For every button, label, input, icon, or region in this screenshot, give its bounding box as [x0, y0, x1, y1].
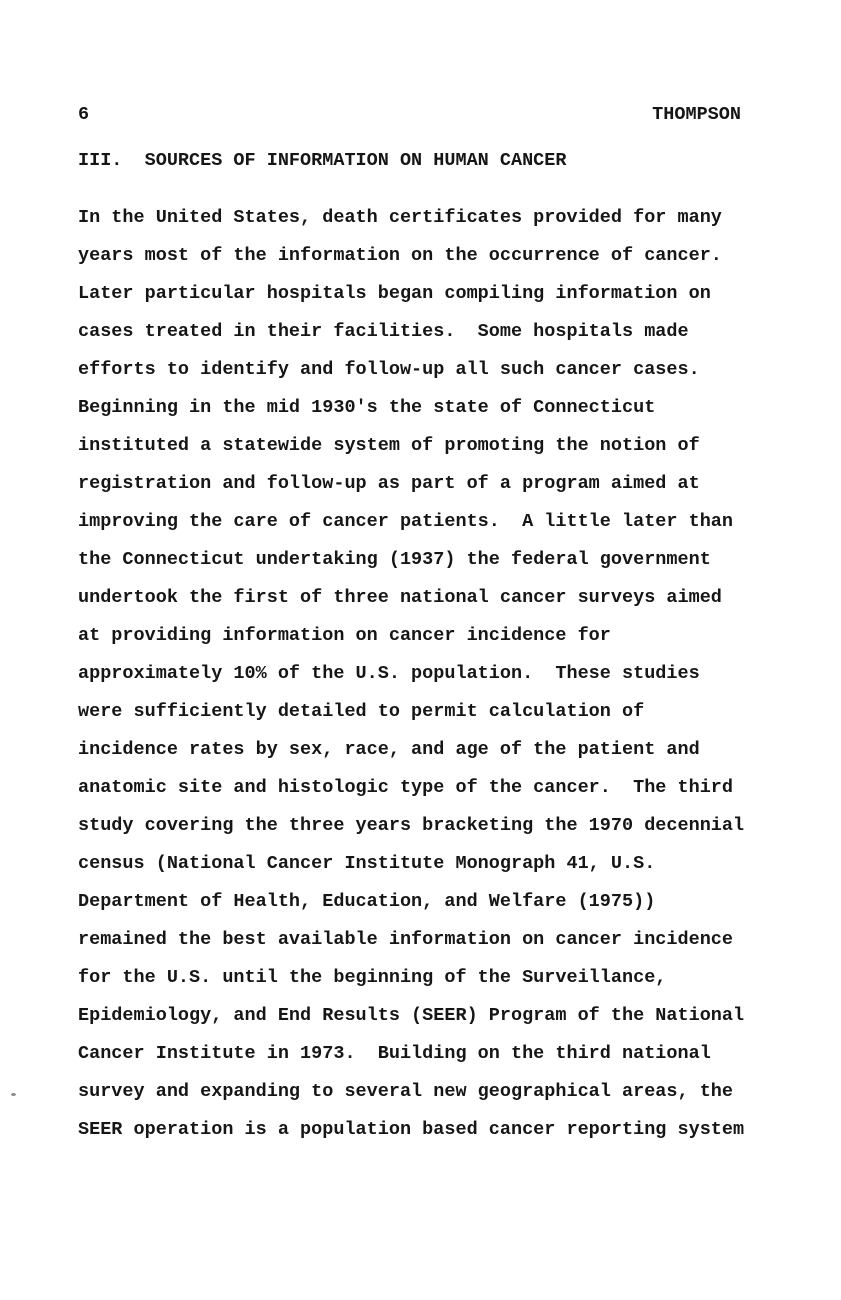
- paragraph-line: for the U.S. until the beginning of the Surveillance,: [78, 967, 667, 988]
- body-paragraph: [78, 199, 744, 1149]
- paragraph-line: the Connecticut undertaking (1937) the federal government: [78, 549, 711, 570]
- scan-artifact-speck: [11, 1093, 16, 1096]
- page-number: 6: [78, 104, 90, 125]
- paragraph-line: remained the best available information on cancer incidence: [78, 929, 734, 950]
- paragraph-line: Beginning in the mid 1930's the state of Connecticut: [78, 397, 656, 418]
- section-heading: III. SOURCES OF INFORMATION ON HUMAN CANCER: [78, 150, 567, 171]
- paragraph-line: at providing information on cancer incidence for: [78, 625, 611, 646]
- paragraph-line: survey and expanding to several new geographical areas, the: [78, 1081, 734, 1102]
- paragraph-line: approximately 10% of the U.S. population. These studies: [78, 663, 700, 684]
- paragraph-line: undertook the first of three national cancer surveys aimed: [78, 587, 722, 608]
- paragraph-line: Department of Health, Education, and Welfare (1975)): [78, 891, 656, 912]
- paragraph-line: were sufficiently detailed to permit calculation of: [78, 701, 645, 722]
- paragraph-line: instituted a statewide system of promoting the notion of: [78, 435, 700, 456]
- paragraph-line: improving the care of cancer patients. A little later than: [78, 511, 734, 532]
- paragraph-line: SEER operation is a population based cancer reporting system: [78, 1119, 745, 1140]
- paragraph-line: In the United States, death certificates provided for many: [78, 207, 722, 228]
- paragraph-line: study covering the three years bracketing the 1970 decennial: [78, 815, 745, 836]
- paragraph-line: efforts to identify and follow-up all such cancer cases.: [78, 359, 700, 380]
- paragraph-line: years most of the information on the occurrence of cancer.: [78, 245, 722, 266]
- paragraph-line: Epidemiology, and End Results (SEER) Program of the National: [78, 1005, 745, 1026]
- running-head: THOMPSON: [652, 104, 741, 125]
- paragraph-line: census (National Cancer Institute Monograph 41, U.S.: [78, 853, 656, 874]
- paragraph-line: Later particular hospitals began compiling information on: [78, 283, 711, 304]
- paragraph-line: Cancer Institute in 1973. Building on the third national: [78, 1043, 711, 1064]
- paragraph-line: cases treated in their facilities. Some hospitals made: [78, 321, 689, 342]
- paragraph-line: incidence rates by sex, race, and age of the patient and: [78, 739, 700, 760]
- paragraph-line: anatomic site and histologic type of the cancer. The third: [78, 777, 734, 798]
- paragraph-line: registration and follow-up as part of a program aimed at: [78, 473, 700, 494]
- page-header: [78, 96, 741, 134]
